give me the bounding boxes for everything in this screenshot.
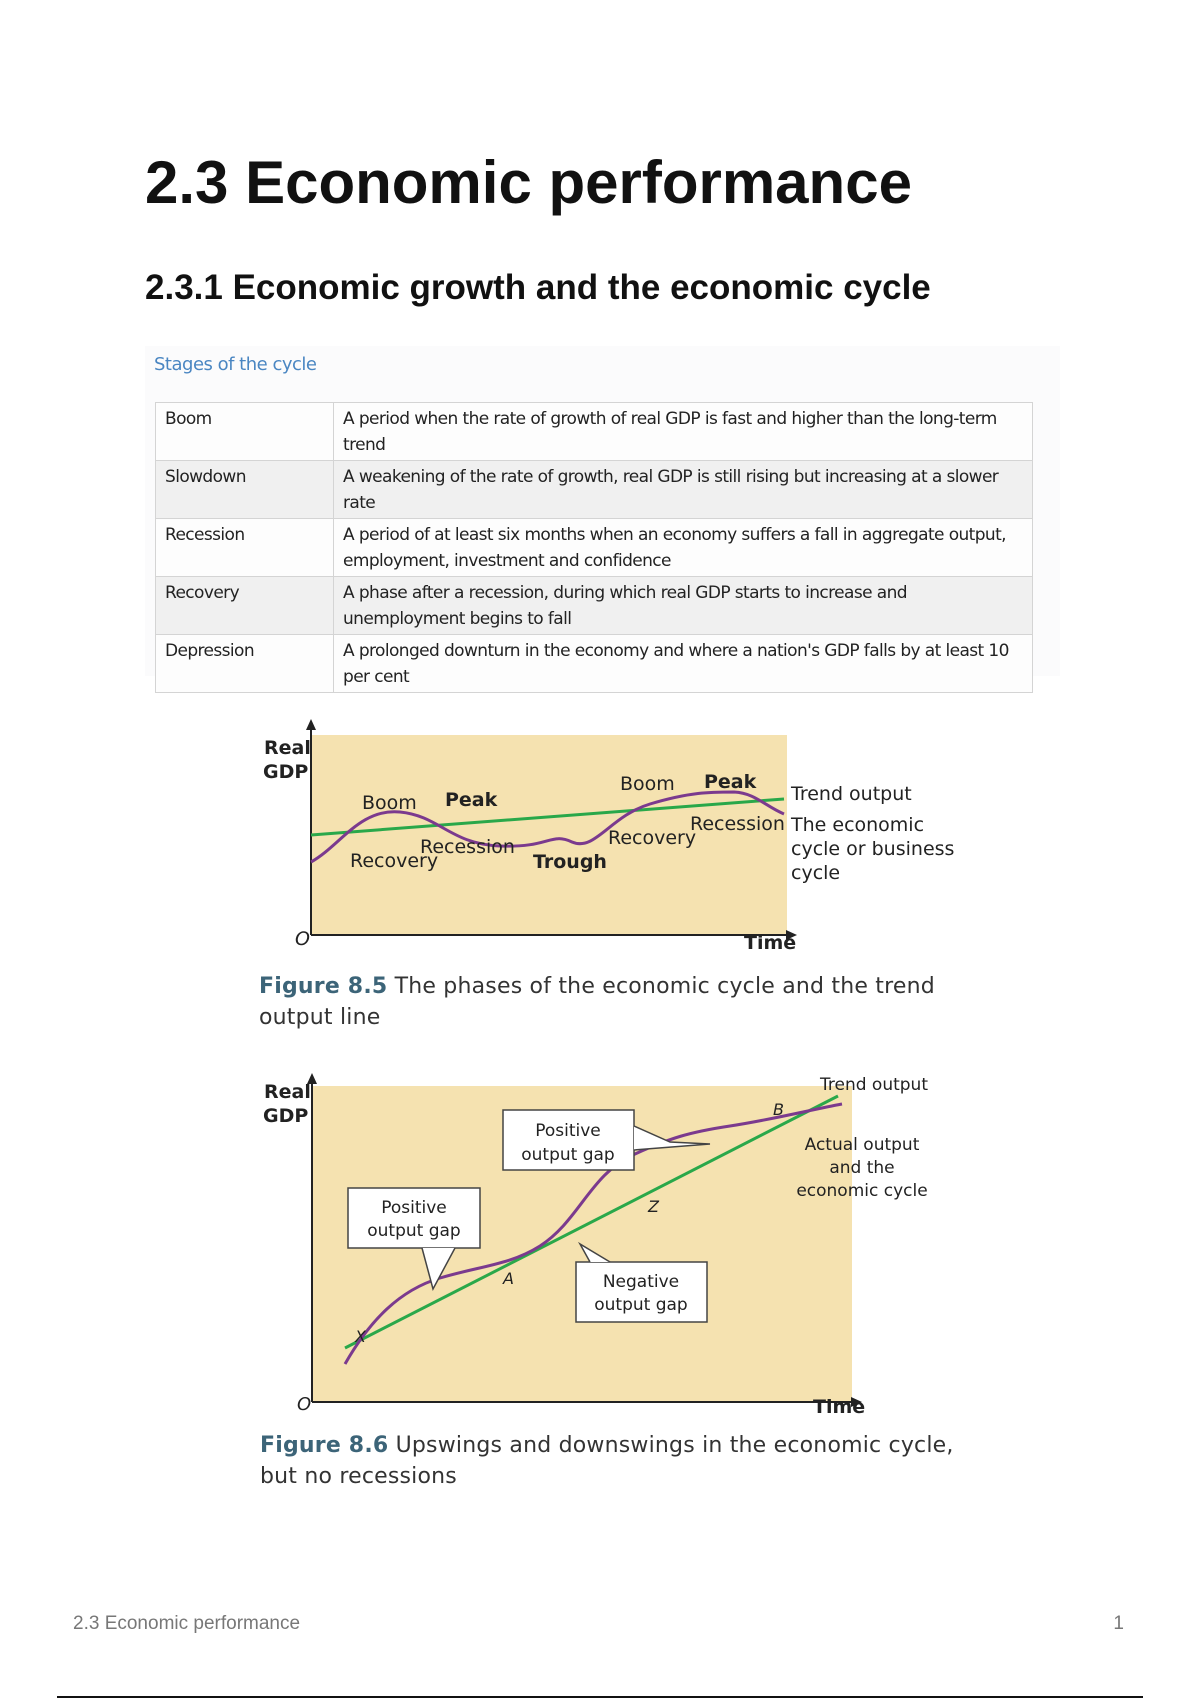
y-axis-arrow-icon [306,719,316,730]
legend-economic-cycle: The economic [791,814,925,836]
y-axis-label: GDP [263,1105,309,1127]
phase-label-boom: Boom [620,773,675,795]
legend-economic-cycle: cycle [791,862,841,884]
phase-label-boom: Boom [362,792,417,814]
callout-label: output gap [594,1295,688,1315]
phase-label-recovery: Recovery [608,827,697,849]
callout-label: Positive [535,1121,601,1141]
figure-8-6 [250,1070,970,1500]
table-cell-definition: A prolonged downturn in the economy and where a nation's GDP falls by at least 10 per cent [334,635,1033,693]
callout-label: Positive [381,1198,447,1218]
trend-output-label: Trend output [820,1075,929,1095]
phase-label-peak: Peak [704,771,757,793]
callout-label: Negative [602,1272,680,1292]
table-row [156,635,1033,693]
phase-label-trough: Trough [533,851,607,873]
page-number: 1 [1113,1613,1124,1634]
origin-label: O [295,928,310,950]
y-axis-label: Real [264,1081,311,1103]
table-row [156,461,1033,519]
table-row [156,577,1033,635]
table-cell-definition: A weakening of the rate of growth, real GDP is still rising but increasing at a slower rate [334,461,1033,519]
table-cell-term: Slowdown [156,461,334,519]
legend-trend-output: Trend output [791,783,912,805]
point-label-b: B [773,1100,784,1119]
figure-number: Figure 8.5 [259,974,388,999]
phase-label-recovery: Recovery [350,850,439,872]
callout-label: output gap [367,1221,461,1241]
legend-economic-cycle: cycle or business [791,838,955,860]
x-axis-label: Time [744,932,797,954]
figure-caption-text: The phases of the economic cycle and the trend [394,974,935,999]
y-axis-label: GDP [263,761,309,783]
page-title: 2.3 Economic performance [145,149,912,216]
y-axis-label: Real [264,737,311,759]
phase-label-recession: Recession [420,836,515,858]
footer-title: 2.3 Economic performance [73,1613,301,1634]
origin-label: O [297,1394,312,1415]
table-cell-term: Boom [156,403,334,461]
table-cell-definition: A period of at least six months when an economy suffers a fall in aggregate output, employment, investment and confidence [334,519,1033,577]
table-row [156,519,1033,577]
figure-caption-text: Upswings and downswings in the economic cycle, [395,1433,954,1458]
plot-panel [311,735,787,935]
phase-label-recession: Recession [690,813,785,835]
x-axis-label: Time [813,1396,866,1418]
actual-output-label: and the [829,1158,895,1178]
footer-divider [57,1696,1143,1698]
figure-caption-text: but no recessions [260,1464,457,1489]
figure-caption-text: output line [259,1005,381,1030]
stages-table [155,402,1033,693]
figure-number: Figure 8.6 [260,1433,389,1458]
callout-label: output gap [521,1145,615,1165]
output-gap-diagram [250,1070,970,1420]
table-cell-term: Depression [156,635,334,693]
point-label-x: X [355,1327,366,1346]
table-cell-definition: A period when the rate of growth of real GDP is fast and higher than the long-term trend [334,403,1033,461]
table-cell-term: Recession [156,519,334,577]
table-row [156,403,1033,461]
actual-output-label: economic cycle [796,1181,928,1201]
section-heading: 2.3.1 Economic growth and the economic cycle [145,268,931,307]
table-cell-definition: A phase after a recession, during which real GDP starts to increase and unemployment begins to fall [334,577,1033,635]
stages-table-image [145,346,1060,687]
table-caption: Stages of the cycle [154,354,317,375]
phase-label-peak: Peak [445,789,498,811]
point-label-z: Z [648,1197,659,1216]
point-label-a: A [503,1269,514,1288]
table-cell-term: Recovery [156,577,334,635]
figure-caption [259,971,959,1033]
actual-output-label: Actual output [804,1135,920,1155]
figure-caption [260,1430,960,1492]
figure-8-5 [250,716,970,1046]
